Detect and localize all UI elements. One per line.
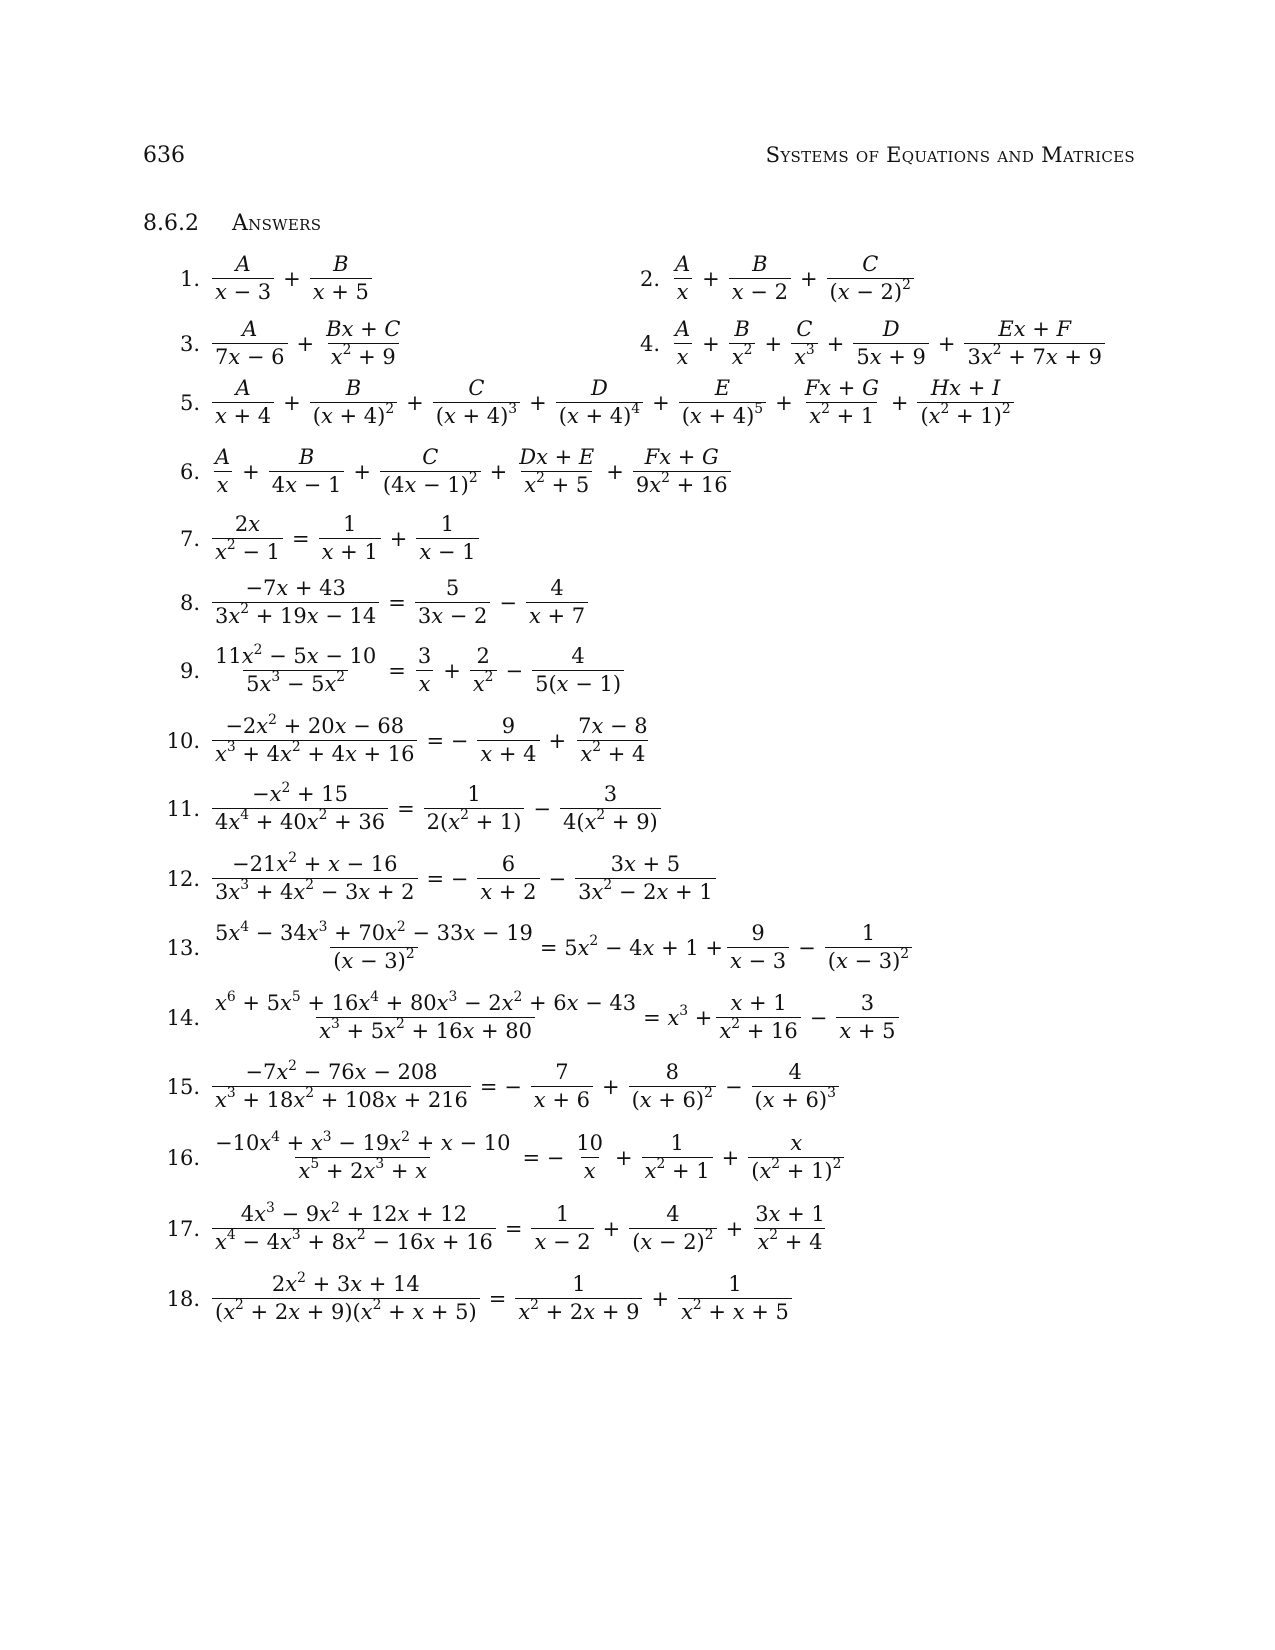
operator: + <box>489 459 508 484</box>
denominator: $x^2 + 16$ <box>716 1017 800 1044</box>
numerator: 1 <box>572 1272 586 1296</box>
numerator: 4 <box>571 644 585 668</box>
denominator: 5x + 9 <box>853 343 929 370</box>
answer-item <box>158 779 663 834</box>
numerator: A <box>235 376 251 400</box>
numerator: 9 <box>501 714 516 738</box>
answer-number: 15. <box>166 1074 200 1099</box>
fraction <box>212 377 274 428</box>
answer-expression <box>210 849 718 904</box>
answer-number: 5. <box>179 390 200 415</box>
fraction <box>212 446 233 497</box>
operator: + <box>602 1216 621 1241</box>
operator: + <box>775 390 793 415</box>
denominator: x <box>416 670 434 697</box>
denominator: $3x^2 - 2x + 1$ <box>575 878 716 905</box>
denominator: $2(x^2 + 1)$ <box>424 808 525 835</box>
answer-expression <box>210 1199 830 1254</box>
answer-number: 6. <box>179 459 200 484</box>
fraction <box>748 1132 844 1183</box>
numerator: B <box>752 252 768 276</box>
answer-number: 11. <box>166 796 200 821</box>
operator: + <box>725 1216 744 1241</box>
fraction <box>212 253 274 304</box>
fraction <box>678 1273 792 1324</box>
numerator: $-7x^2 - 76x - 208$ <box>245 1057 438 1084</box>
answer-expression <box>210 577 590 628</box>
operator: − <box>499 590 517 615</box>
operator: = <box>397 796 415 821</box>
fraction <box>716 992 800 1043</box>
numerator: D <box>882 317 900 341</box>
answer-expression <box>210 446 733 497</box>
denominator: x <box>674 343 692 370</box>
denominator: x <box>581 1157 599 1184</box>
operator: + <box>443 658 461 683</box>
answer-expression <box>210 1057 841 1112</box>
numerator: $-2x^2 + 20x - 68$ <box>225 711 405 738</box>
section-heading <box>143 211 321 236</box>
operator: + <box>890 390 909 415</box>
operator: = <box>388 590 406 615</box>
fraction <box>212 1057 471 1112</box>
denominator: $x^2 + 1$ <box>806 402 877 429</box>
fraction <box>433 377 520 428</box>
fraction <box>531 1061 593 1112</box>
answer-item <box>158 849 718 904</box>
operator: = <box>291 526 310 551</box>
operator: + <box>406 390 424 415</box>
numerator: $-10x^4 + x^3 - 19x^2 + x - 10$ <box>215 1128 511 1155</box>
numerator: $5x^4 - 34x^3 + 70x^2 - 33x - 19$ <box>215 918 533 945</box>
numerator: A <box>675 252 691 276</box>
fraction <box>532 645 624 696</box>
operator: + <box>548 728 567 753</box>
numerator: 1 <box>342 512 357 536</box>
operator: − <box>533 796 552 821</box>
numerator: $-21x^2 + x - 16$ <box>232 849 398 876</box>
fraction <box>212 1269 480 1324</box>
fraction <box>827 253 914 304</box>
operator: − <box>724 1074 743 1099</box>
numerator: A <box>675 317 691 341</box>
denominator: 5(x − 1) <box>532 670 624 697</box>
denominator: $x^2 + 9$ <box>328 343 399 370</box>
fraction <box>212 711 417 766</box>
answer-item <box>158 1199 830 1254</box>
numerator: 3 <box>603 782 618 806</box>
denominator: $(x^2 + 1)^2$ <box>917 402 1013 429</box>
answer-expression <box>210 377 1016 428</box>
operator: + <box>601 1074 620 1099</box>
numerator: 9 <box>751 921 765 945</box>
fraction <box>575 853 716 904</box>
denominator: x − 1 <box>416 538 478 565</box>
numerator: $2x^2 + 3x + 14$ <box>271 1269 420 1296</box>
answer-item <box>158 377 1016 428</box>
operator: + <box>529 390 547 415</box>
numerator: 3x + 1 <box>755 1202 825 1226</box>
denominator: $(x + 4)^4$ <box>556 402 643 429</box>
fraction <box>212 849 418 904</box>
numerator: C <box>468 376 485 400</box>
fraction <box>526 577 588 628</box>
denominator: x + 5 <box>310 278 372 305</box>
answer-item <box>158 318 405 369</box>
fraction <box>310 253 372 304</box>
operator: = − <box>522 1145 565 1170</box>
denominator: $(x - 2)^2$ <box>629 1228 716 1255</box>
denominator: $(x + 6)^2$ <box>629 1086 716 1113</box>
answer-item <box>158 711 653 766</box>
operator: + <box>242 459 260 484</box>
fraction <box>380 446 481 497</box>
answer-expression <box>210 513 481 564</box>
numerator: 1 <box>861 921 876 945</box>
denominator: $x^2 + 1$ <box>642 1157 713 1184</box>
numerator: Bx + C <box>326 317 401 341</box>
numerator: Dx + E <box>519 445 595 469</box>
numerator: 4 <box>788 1060 802 1084</box>
answer-number: 9. <box>179 658 200 683</box>
fraction <box>573 1132 606 1183</box>
numerator: $x^6 + 5x^5 + 16x^4 + 80x^3 - 2x^2 + 6x - 43$ <box>215 988 637 1015</box>
numerator: E <box>714 376 731 400</box>
expression-text: = $5x^2 - 4x + 1$ + <box>539 933 723 960</box>
answer-item <box>158 641 626 696</box>
numerator: A <box>242 317 258 341</box>
operator: = − <box>426 728 469 753</box>
answer-expression <box>210 711 653 766</box>
numerator: D <box>591 376 608 400</box>
numerator: B <box>734 317 750 341</box>
denominator: x + 1 <box>319 538 381 565</box>
answer-expression <box>670 253 916 304</box>
denominator: 4x − 1 <box>269 471 345 498</box>
answer-expression <box>210 253 374 304</box>
fraction <box>477 715 539 766</box>
operator: + <box>937 331 956 356</box>
fraction <box>672 318 693 369</box>
denominator: $3x^2 + 7x + 9$ <box>964 343 1105 370</box>
denominator: $x^2 + 4$ <box>577 740 648 767</box>
operator: − <box>809 1005 828 1030</box>
fraction <box>752 1203 828 1254</box>
numerator: C <box>422 445 439 469</box>
answer-number: 1. <box>179 266 200 291</box>
operator: = − <box>479 1074 522 1099</box>
operator: = <box>388 658 406 683</box>
denominator: $3x^3 + 4x^2 - 3x + 2$ <box>212 878 418 905</box>
fraction <box>679 377 766 428</box>
denominator: $4x^4 + 40x^2 + 36$ <box>212 808 388 835</box>
operator: + <box>389 526 408 551</box>
fraction <box>853 318 929 369</box>
denominator: $x^2$ <box>729 343 756 370</box>
running-title: Systems of Equations and Matrices <box>765 143 1135 167</box>
numerator: B <box>298 445 315 469</box>
fraction <box>212 779 388 834</box>
operator: − <box>548 866 567 891</box>
numerator: $11x^2 - 5x - 10$ <box>215 641 377 668</box>
denominator: $(x - 3)^2$ <box>330 947 417 974</box>
operator: + <box>702 331 720 356</box>
fraction <box>629 1203 716 1254</box>
fraction <box>633 446 731 497</box>
denominator: $x^2$ <box>470 670 497 697</box>
operator: + <box>283 266 301 291</box>
fraction <box>212 988 639 1043</box>
numerator: Hx + I <box>930 376 1001 400</box>
numerator: 8 <box>665 1060 679 1084</box>
operator: + <box>353 459 371 484</box>
numerator: A <box>235 252 251 276</box>
denominator: $x^2 + x + 5$ <box>678 1298 792 1325</box>
numerator: 6 <box>501 852 516 876</box>
answer-expression <box>210 1269 794 1324</box>
fraction <box>531 1203 593 1254</box>
operator: = − <box>426 866 469 891</box>
numerator: 2x <box>234 512 261 536</box>
operator: + <box>652 390 670 415</box>
denominator: $x^5 + 2x^3 + x$ <box>295 1157 429 1184</box>
denominator: $(x - 3)^2$ <box>825 947 912 974</box>
fraction <box>629 1061 716 1112</box>
answer-number: 10. <box>166 728 200 753</box>
numerator: C <box>862 252 879 276</box>
fraction <box>212 513 283 564</box>
section-number: 8.6.2 <box>143 211 199 236</box>
answer-item <box>158 1057 841 1112</box>
denominator: $(4x - 1)^2$ <box>380 471 481 498</box>
numerator: $-x^2 + 15$ <box>252 779 348 806</box>
answer-item <box>158 918 914 973</box>
fraction <box>917 377 1013 428</box>
numerator: Ex + F <box>998 317 1072 341</box>
operator: = <box>488 1286 507 1311</box>
operator: + <box>651 1286 670 1311</box>
operator: + <box>615 1145 633 1170</box>
fraction <box>424 783 525 834</box>
page-number: 636 <box>143 143 185 168</box>
fraction <box>269 446 345 497</box>
denominator: $x^4 - 4x^3 + 8x^2 - 16x + 16$ <box>212 1228 496 1255</box>
numerator: 3x + 5 <box>610 852 681 876</box>
fraction <box>727 922 789 973</box>
denominator: $4(x^2 + 9)$ <box>560 808 661 835</box>
numerator: 1 <box>555 1202 570 1226</box>
answer-number: 18. <box>166 1286 200 1311</box>
answer-item <box>158 513 481 564</box>
denominator: x − 3 <box>727 947 789 974</box>
numerator: −7x + 43 <box>245 576 346 600</box>
denominator: $5x^3 - 5x^2$ <box>243 670 348 697</box>
answer-expression <box>210 318 405 369</box>
answer-number: 13. <box>166 935 200 960</box>
operator: + <box>702 266 720 291</box>
fraction <box>791 318 818 369</box>
denominator: x + 5 <box>836 1017 898 1044</box>
fraction <box>516 446 597 497</box>
answer-item <box>630 253 916 304</box>
operator: − <box>505 658 524 683</box>
denominator: 3x − 2 <box>415 602 491 629</box>
numerator: 7 <box>555 1060 569 1084</box>
fraction <box>416 513 478 564</box>
denominator: $x^2 + 5$ <box>521 471 592 498</box>
operator: + <box>799 266 818 291</box>
numerator: 1 <box>670 1131 684 1155</box>
fraction <box>556 377 643 428</box>
numerator: 7x − 8 <box>578 714 648 738</box>
operator: − <box>798 935 816 960</box>
denominator: x + 6 <box>531 1086 593 1113</box>
numerator: 4 <box>550 576 564 600</box>
fraction <box>560 783 661 834</box>
denominator: x − 2 <box>729 278 791 305</box>
fraction <box>212 918 536 973</box>
denominator: x <box>214 471 232 498</box>
denominator: $(x^2 + 2x + 9)(x^2 + x + 5)$ <box>212 1298 480 1325</box>
operator: + <box>283 390 301 415</box>
numerator: 1 <box>467 782 481 806</box>
denominator: $(x + 6)^3$ <box>752 1086 839 1113</box>
operator: + <box>721 1145 740 1170</box>
denominator: $(x + 4)^2$ <box>310 402 397 429</box>
answer-item <box>158 1269 794 1324</box>
numerator: C <box>796 317 813 341</box>
denominator: $x^2 + 4$ <box>754 1228 825 1255</box>
section-title: Answers <box>231 211 322 236</box>
denominator: x + 2 <box>477 878 539 905</box>
fraction <box>729 318 756 369</box>
numerator: x <box>790 1131 803 1155</box>
fraction <box>212 1199 496 1254</box>
fraction <box>964 318 1105 369</box>
answer-item <box>158 988 901 1043</box>
denominator: $x^3 + 4x^2 + 4x + 16$ <box>212 740 417 767</box>
numerator: 5 <box>445 576 460 600</box>
fraction <box>515 1273 642 1324</box>
fraction <box>642 1132 713 1183</box>
operator: = <box>504 1216 523 1241</box>
expression-text: = $x^3$ + <box>643 1003 713 1030</box>
fraction <box>212 1128 513 1183</box>
answer-expression <box>210 1128 846 1183</box>
denominator: $(x - 2)^2$ <box>827 278 914 305</box>
answer-number: 12. <box>166 866 200 891</box>
numerator: Fx + G <box>804 376 879 400</box>
answer-number: 14. <box>166 1005 200 1030</box>
denominator: x − 2 <box>531 1228 593 1255</box>
answer-expression <box>210 918 914 973</box>
answer-number: 3. <box>179 331 200 356</box>
denominator: x + 4 <box>212 402 274 429</box>
answer-expression <box>210 641 626 696</box>
denominator: $(x + 4)^5$ <box>679 402 766 429</box>
denominator: x + 7 <box>526 602 588 629</box>
fraction <box>212 641 379 696</box>
operator: + <box>826 331 845 356</box>
numerator: 10 <box>576 1131 604 1155</box>
answer-number: 17. <box>166 1216 200 1241</box>
operator: + <box>296 331 315 356</box>
fraction <box>323 318 403 369</box>
fraction <box>212 577 379 628</box>
numerator: 1 <box>440 512 455 536</box>
operator: + <box>764 331 783 356</box>
fraction <box>825 922 912 973</box>
denominator: $x^2 + 2x + 9$ <box>515 1298 642 1325</box>
denominator: $x^3$ <box>791 343 818 370</box>
numerator: 1 <box>728 1272 742 1296</box>
answer-expression <box>210 779 663 834</box>
fraction <box>212 318 288 369</box>
numerator: 3 <box>417 644 432 668</box>
fraction <box>415 577 491 628</box>
fraction <box>415 645 434 696</box>
numerator: 2 <box>476 644 490 668</box>
fraction <box>575 715 651 766</box>
answer-item <box>630 318 1107 369</box>
numerator: 4 <box>666 1202 680 1226</box>
denominator: $9x^2 + 16$ <box>633 471 731 498</box>
answer-number: 8. <box>179 590 200 615</box>
denominator: $(x^2 + 1)^2$ <box>748 1157 844 1184</box>
fraction <box>310 377 397 428</box>
numerator: B <box>333 252 349 276</box>
answer-item <box>158 253 374 304</box>
answer-item <box>158 446 733 497</box>
denominator: $x^3 + 5x^2 + 16x + 80$ <box>316 1017 535 1044</box>
denominator: x + 4 <box>477 740 539 767</box>
denominator: $(x + 4)^3$ <box>433 402 520 429</box>
numerator: Fx + G <box>644 445 719 469</box>
fraction <box>752 1061 839 1112</box>
denominator: x <box>674 278 692 305</box>
denominator: $3x^2 + 19x - 14$ <box>212 602 379 629</box>
numerator: $4x^3 - 9x^2 + 12x + 12$ <box>240 1199 468 1226</box>
answer-item <box>158 1128 846 1183</box>
answer-number: 7. <box>179 526 200 551</box>
fraction <box>477 853 539 904</box>
answer-number: 4. <box>639 331 660 356</box>
denominator: $x^2 - 1$ <box>212 538 283 565</box>
numerator: x + 1 <box>730 991 787 1015</box>
answer-number: 2. <box>639 266 660 291</box>
numerator: 3 <box>860 991 875 1015</box>
operator: + <box>606 459 624 484</box>
answer-number: 16. <box>166 1145 200 1170</box>
denominator: $x^3 + 18x^2 + 108x + 216$ <box>212 1086 471 1113</box>
numerator: B <box>345 376 362 400</box>
fraction <box>802 377 882 428</box>
fraction <box>319 513 381 564</box>
denominator: x − 3 <box>212 278 274 305</box>
fraction <box>836 992 898 1043</box>
fraction <box>729 253 791 304</box>
numerator: A <box>215 445 231 469</box>
answer-item <box>158 577 590 628</box>
fraction <box>672 253 693 304</box>
fraction <box>470 645 497 696</box>
denominator: 7x − 6 <box>212 343 288 370</box>
answer-expression <box>210 988 901 1043</box>
answer-expression <box>670 318 1107 369</box>
